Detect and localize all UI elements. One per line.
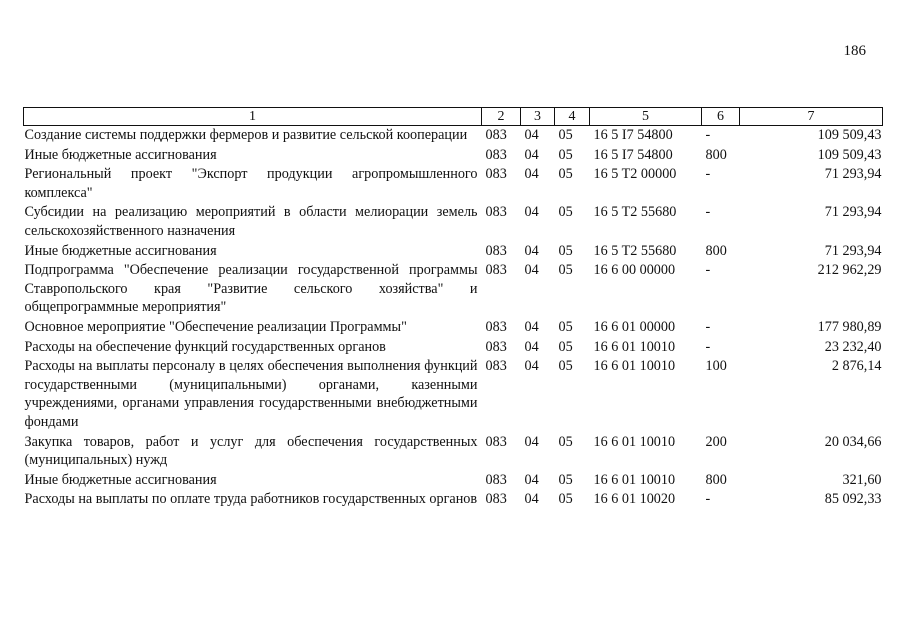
table-row [24,317,883,337]
table-row [24,241,883,261]
row-admin-code: 083 [485,204,507,221]
row-subsection: 05 [558,491,573,508]
row-target-article: 16 6 01 10010 [593,338,676,355]
row-subsection: 05 [558,358,573,375]
header-col-5: 5 [590,108,702,126]
row-name: Субсидии на реализацию мероприятий в области мелиорации земель сельскохозяйственного назначения [24,204,478,239]
row-expense-type: 800 [705,471,727,488]
row-name: Подпрограмма "Обеспечение реализации государственной программы Ставропольского края "Развитие сельского хозяйства" и общепрограммные мероприятия" [24,262,478,316]
row-admin-code: 083 [485,242,507,259]
row-section: 04 [524,127,539,143]
row-name: Иные бюджетные ассигнования [24,471,217,488]
row-expense-type: - [705,338,711,355]
table-row [24,164,883,202]
header-col-6: 6 [702,108,740,126]
row-expense-type: - [705,318,711,335]
table-row [24,356,883,431]
row-admin-code: 083 [485,166,507,183]
row-name: Закупка товаров, работ и услуг для обеспечения государственных (муниципальных) нужд [24,433,478,469]
row-subsection: 05 [558,204,573,221]
header-row [24,108,883,126]
row-amount: 177 980,89 [817,318,882,335]
row-admin-code: 083 [485,338,507,355]
budget-table [23,107,883,509]
row-admin-code: 083 [485,262,507,279]
row-section: 04 [524,471,539,488]
row-amount: 85 092,33 [824,491,882,508]
row-subsection: 05 [558,127,573,143]
row-admin-code: 083 [485,433,507,450]
table-header [24,108,883,126]
row-amount: 212 962,29 [817,262,882,279]
row-expense-type: - [705,166,711,183]
row-target-article: 16 6 01 10020 [593,491,676,508]
row-expense-type: - [705,127,711,143]
row-amount: 2 876,14 [831,358,882,375]
row-target-article: 16 5 T2 55680 [593,242,677,259]
header-col-4: 4 [555,108,590,126]
row-section: 04 [524,262,539,279]
table-row [24,470,883,490]
row-subsection: 05 [558,338,573,355]
row-subsection: 05 [558,242,573,259]
row-expense-type: 800 [705,242,727,259]
row-expense-type: 800 [705,146,727,163]
header-col-3: 3 [521,108,555,126]
row-amount: 71 293,94 [824,204,882,221]
row-name: Региональный проект "Экспорт продукции агропромышленного комплекса" [24,166,478,201]
row-name: Создание системы поддержки фермеров и развитие сельской кооперации [24,127,468,143]
row-expense-type: - [705,204,711,221]
row-name: Иные бюджетные ассигнования [24,242,217,259]
row-expense-type: 100 [705,358,727,375]
row-admin-code: 083 [485,471,507,488]
row-amount: 23 232,40 [824,338,882,355]
row-amount: 109 509,43 [817,146,882,163]
row-amount: 109 509,43 [817,127,882,143]
row-name: Расходы на выплаты по оплате труда работников государственных органов [24,491,478,508]
row-section: 04 [524,242,539,259]
header-col-2: 2 [482,108,521,126]
table-row [24,126,883,145]
row-expense-type: - [705,262,711,279]
page-number: 186 [843,43,866,59]
row-target-article: 16 5 I7 54800 [593,146,673,163]
row-target-article: 16 6 01 00000 [593,318,676,335]
row-subsection: 05 [558,146,573,163]
header-col-7: 7 [740,108,883,126]
row-section: 04 [524,433,539,450]
row-expense-type: 200 [705,433,727,450]
row-section: 04 [524,204,539,221]
row-section: 04 [524,146,539,163]
row-amount: 71 293,94 [824,166,882,183]
row-name: Расходы на выплаты персоналу в целях обеспечения выполнения функций государственными (муниципальными) органами, казенными учреждениями, органами управления государственными внебюджетными фондами [24,358,478,430]
row-section: 04 [524,491,539,508]
row-section: 04 [524,358,539,375]
row-admin-code: 083 [485,358,507,375]
row-name: Расходы на обеспечение функций государственных органов [24,338,386,355]
table-row [24,337,883,357]
row-target-article: 16 6 01 10010 [593,358,676,375]
row-target-article: 16 6 01 10010 [593,433,676,450]
row-expense-type: - [705,491,711,508]
budget-table-container [23,107,882,509]
row-subsection: 05 [558,318,573,335]
row-admin-code: 083 [485,491,507,508]
table-row [24,202,883,240]
table-row [24,489,883,509]
row-target-article: 16 6 00 00000 [593,262,676,279]
row-subsection: 05 [558,433,573,450]
row-name: Основное мероприятие "Обеспечение реализации Программы" [24,318,407,335]
row-subsection: 05 [558,471,573,488]
row-amount: 20 034,66 [824,433,882,450]
row-amount: 71 293,94 [824,242,882,259]
row-section: 04 [524,338,539,355]
header-col-1: 1 [24,108,482,126]
row-target-article: 16 5 I7 54800 [593,127,673,143]
row-subsection: 05 [558,166,573,183]
table-row [24,432,883,470]
table-row [24,145,883,165]
table-body [24,126,883,509]
row-target-article: 16 5 T2 00000 [593,166,677,183]
table-row [24,260,883,317]
row-admin-code: 083 [485,127,507,143]
row-section: 04 [524,318,539,335]
row-admin-code: 083 [485,146,507,163]
row-section: 04 [524,166,539,183]
row-amount: 321,60 [842,471,882,488]
row-subsection: 05 [558,262,573,279]
row-admin-code: 083 [485,318,507,335]
row-name: Иные бюджетные ассигнования [24,146,217,163]
row-target-article: 16 6 01 10010 [593,471,676,488]
row-target-article: 16 5 T2 55680 [593,204,677,221]
